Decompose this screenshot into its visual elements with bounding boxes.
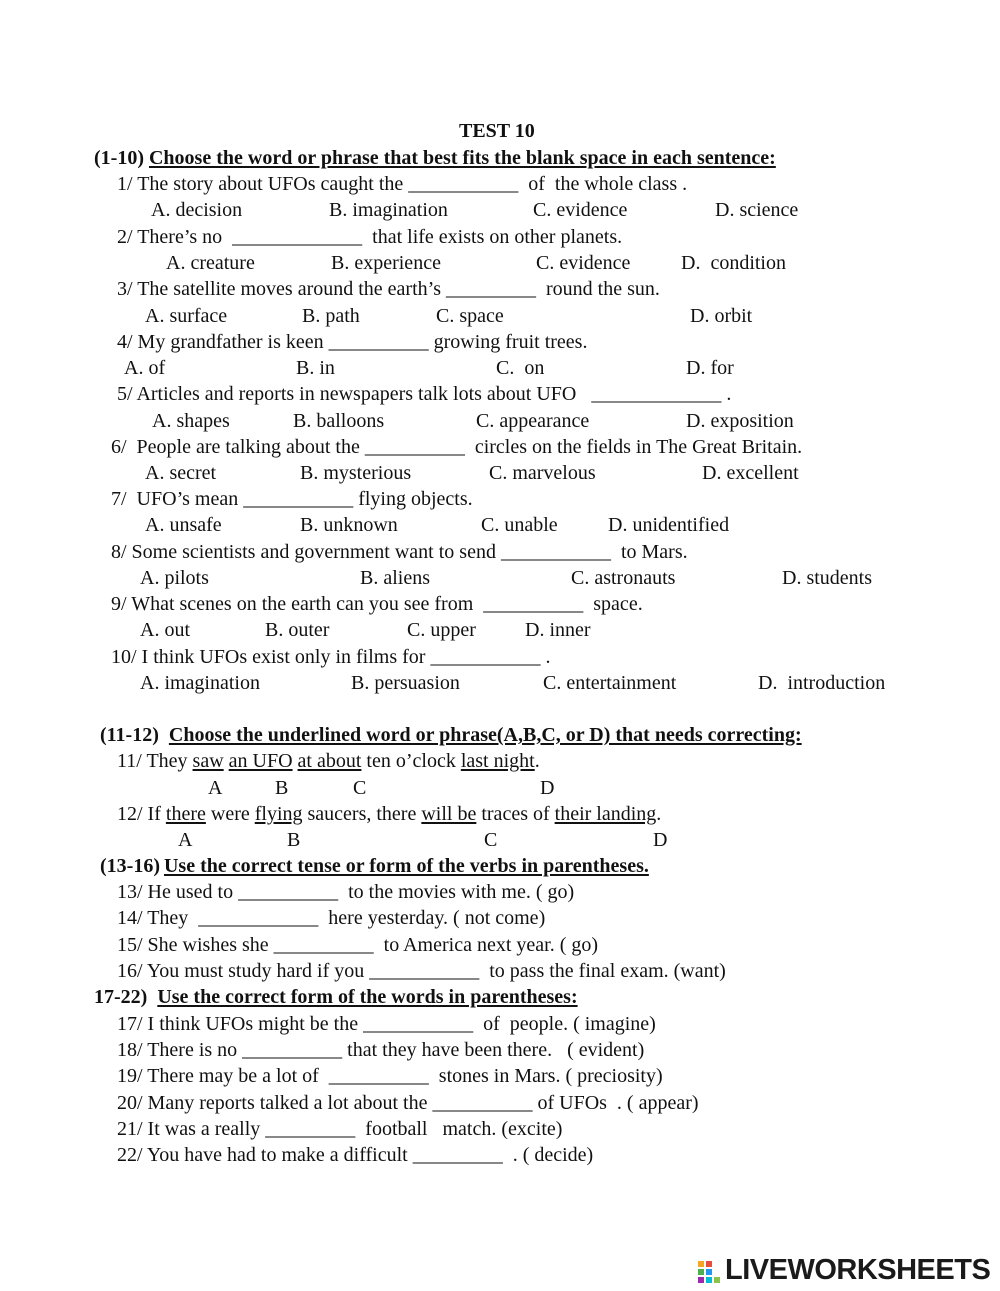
q10-option-a[interactable]: A. imagination (140, 672, 260, 694)
question-8: 8/ Some scientists and government want to send ___________ to Mars. (111, 541, 688, 563)
q4-option-a[interactable]: A. of (124, 357, 166, 379)
question-12 (117, 802, 661, 826)
q1-option-d[interactable]: D. science (715, 199, 799, 221)
q12-part-d[interactable]: their landing (554, 803, 657, 825)
section-2-number: (11-12) (100, 724, 159, 746)
q2-option-b[interactable]: B. experience (331, 252, 441, 274)
q6-option-c[interactable]: C. marvelous (489, 462, 596, 484)
q11-part-c[interactable]: at about (297, 750, 362, 772)
question-20: 20/ Many reports talked a lot about the __________ of UFOs . ( appear) (117, 1092, 699, 1114)
section-1-instruction: Choose the word or phrase that best fits the blank space in each sentence: (148, 147, 776, 169)
q6-option-a[interactable]: A. secret (145, 462, 217, 484)
q10-option-d[interactable]: D. introduction (758, 672, 886, 694)
question-11 (117, 749, 540, 773)
q2-option-a[interactable]: A. creature (166, 252, 255, 274)
section-4-number: 17-22) (94, 986, 148, 1008)
q3-option-b[interactable]: B. path (302, 305, 360, 327)
section-1-number: (1-10) (94, 147, 144, 169)
q3-option-c[interactable]: C. space (436, 305, 504, 327)
q12-part-a[interactable]: there (165, 803, 206, 825)
q11-number: 11/ They (117, 750, 193, 772)
question-17: 17/ I think UFOs might be the ___________ of people. ( imagine) (117, 1013, 656, 1035)
section-1-heading (94, 146, 776, 170)
q11-letter-a: A (208, 777, 223, 799)
q8-option-b[interactable]: B. aliens (360, 567, 430, 589)
q8-option-a[interactable]: A. pilots (140, 567, 209, 589)
q10-option-c[interactable]: C. entertainment (543, 672, 677, 694)
q12-text-2: saucers, there (302, 803, 422, 825)
q1-option-a[interactable]: A. decision (151, 199, 243, 221)
q4-option-d[interactable]: D. for (686, 357, 734, 379)
question-2: 2/ There’s no _____________ that life exists on other planets. (117, 226, 623, 248)
section-3-number: (13-16) (100, 855, 160, 877)
question-5: 5/ Articles and reports in newspapers talk lots about UFO _____________ . (117, 383, 732, 405)
q9-option-b[interactable]: B. outer (265, 619, 330, 641)
liveworksheets-logo[interactable] (697, 1255, 993, 1285)
question-10: 10/ I think UFOs exist only in films for ___________ . (111, 646, 551, 668)
q1-option-c[interactable]: C. evidence (533, 199, 628, 221)
question-6: 6/ People are talking about the __________ circles on the fields in The Great Britain. (111, 436, 803, 458)
section-2-heading (100, 723, 802, 747)
liveworksheets-logo-icon (697, 1260, 721, 1284)
q12-part-b[interactable]: flying (254, 803, 303, 825)
q7-option-d[interactable]: D. unidentified (608, 514, 730, 536)
q11-part-d[interactable]: last night (460, 750, 535, 772)
q5-option-c[interactable]: C. appearance (476, 410, 590, 432)
liveworksheets-logo-text: LIVEWORKSHEETS (725, 1254, 991, 1286)
q6-option-b[interactable]: B. mysterious (300, 462, 412, 484)
question-9: 9/ What scenes on the earth can you see from __________ space. (111, 593, 643, 615)
q12-letter-c: C (484, 829, 498, 851)
q11-text: ten o’clock (361, 750, 461, 772)
question-1: 1/ The story about UFOs caught the ___________ of the whole class . (117, 173, 688, 195)
q1-option-b[interactable]: B. imagination (329, 199, 448, 221)
section-4-instruction: Use the correct form of the words in parentheses: (157, 986, 578, 1008)
q5-option-d[interactable]: D. exposition (686, 410, 794, 432)
q3-option-a[interactable]: A. surface (145, 305, 228, 327)
question-22: 22/ You have had to make a difficult _________ . ( decide) (117, 1144, 594, 1166)
q8-option-c[interactable]: C. astronauts (571, 567, 676, 589)
question-15: 15/ She wishes she __________ to America next year. ( go) (117, 934, 599, 956)
q9-option-d[interactable]: D. inner (525, 619, 591, 641)
question-13: 13/ He used to __________ to the movies with me. ( go) (117, 881, 575, 903)
q3-option-d[interactable]: D. orbit (690, 305, 753, 327)
q8-option-d[interactable]: D. students (782, 567, 872, 589)
q12-letter-d: D (653, 829, 668, 851)
q12-text-3: traces of (476, 803, 555, 825)
section-2-instruction: Choose the underlined word or phrase(A,B,C, or D) that needs correcting: (168, 724, 802, 746)
q5-option-a[interactable]: A. shapes (152, 410, 230, 432)
question-16: 16/ You must study hard if you ___________ to pass the final exam. (want) (117, 960, 726, 982)
q11-letter-b: B (275, 777, 289, 799)
q12-text-1: were (205, 803, 255, 825)
q4-option-c[interactable]: C. on (496, 357, 545, 379)
q6-option-d[interactable]: D. excellent (702, 462, 799, 484)
q9-option-c[interactable]: C. upper (407, 619, 476, 641)
question-3: 3/ The satellite moves around the earth’s _________ round the sun. (117, 278, 660, 300)
q11-letter-d: D (540, 777, 555, 799)
question-21: 21/ It was a really _________ football match. (excite) (117, 1118, 563, 1140)
q7-option-b[interactable]: B. unknown (300, 514, 398, 536)
question-4: 4/ My grandfather is keen __________ growing fruit trees. (117, 331, 588, 353)
q12-number: 12/ If (117, 803, 166, 825)
q2-option-d[interactable]: D. condition (681, 252, 786, 274)
question-18: 18/ There is no __________ that they have been there. ( evident) (117, 1039, 645, 1061)
q10-option-b[interactable]: B. persuasion (351, 672, 460, 694)
q7-option-c[interactable]: C. unable (481, 514, 558, 536)
section-4-heading (94, 985, 578, 1009)
q4-option-b[interactable]: B. in (296, 357, 335, 379)
q2-option-c[interactable]: C. evidence (536, 252, 631, 274)
section-3-heading (100, 854, 649, 878)
question-19: 19/ There may be a lot of __________ stones in Mars. ( preciosity) (117, 1065, 663, 1087)
q11-end: . (534, 750, 540, 772)
q12-letter-a: A (178, 829, 193, 851)
q11-part-a[interactable]: saw (192, 750, 224, 772)
section-3-instruction: Use the correct tense or form of the verbs in parentheses. (163, 855, 649, 877)
q12-end: . (656, 803, 662, 825)
q12-part-c[interactable]: will be (421, 803, 477, 825)
q9-option-a[interactable]: A. out (140, 619, 190, 641)
q7-option-a[interactable]: A. unsafe (145, 514, 222, 536)
q12-letter-b: B (287, 829, 301, 851)
page-title: TEST 10 (459, 120, 535, 142)
q11-part-b[interactable]: an UFO (228, 750, 293, 772)
q11-letter-c: C (353, 777, 367, 799)
question-14: 14/ They ____________ here yesterday. ( not come) (117, 907, 546, 929)
q5-option-b[interactable]: B. balloons (293, 410, 385, 432)
question-7: 7/ UFO’s mean ___________ flying objects. (111, 488, 473, 510)
